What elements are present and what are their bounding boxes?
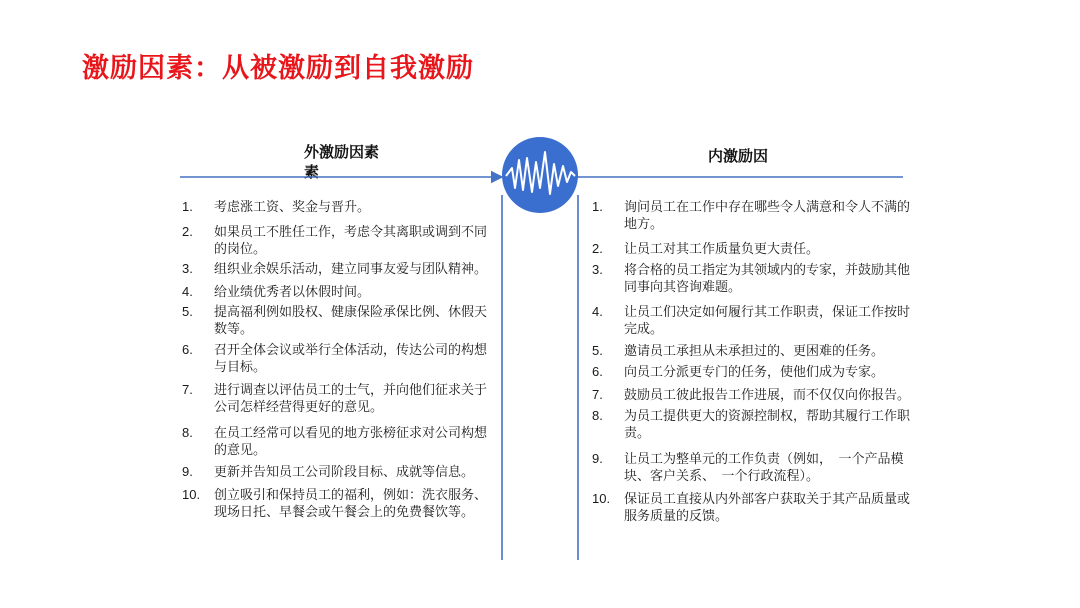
item-number: 1.	[592, 199, 603, 214]
item-text: 邀请员工承担从未承担过的、更困难的任务。	[624, 343, 885, 358]
item-number: 4.	[182, 284, 193, 299]
item-text: 更新并告知员工公司阶段目标、成就等信息。	[214, 464, 475, 479]
item-number: 6.	[182, 342, 193, 357]
item-number: 7.	[592, 387, 603, 402]
item-text: 创立吸引和保持员工的福利，例如：洗衣服务、现场日托、早餐会或午餐会上的免费餐饮等。	[214, 487, 488, 519]
item-number: 9.	[592, 451, 603, 466]
item-text: 向员工分派更专门的任务，使他们成为专家。	[624, 364, 885, 379]
left-list-item	[182, 381, 492, 415]
item-number: 2.	[592, 241, 603, 256]
right-list-item	[592, 363, 912, 380]
right-list-item	[592, 386, 912, 403]
item-text: 组织业余娱乐活动，建立同事友爱与团队精神。	[214, 261, 488, 276]
left-list-item	[182, 198, 492, 215]
item-number: 2.	[182, 224, 193, 239]
left-list-item	[182, 424, 492, 458]
left-column-heading: 外激励因素素	[304, 144, 380, 181]
item-number: 9.	[182, 464, 193, 479]
left-list-item	[182, 283, 492, 300]
item-number: 10.	[592, 491, 611, 506]
item-number: 5.	[592, 343, 603, 358]
right-list-item	[592, 261, 912, 295]
item-text: 让员工们决定如何履行其工作职责，保证工作按时完成。	[624, 304, 911, 336]
item-text: 鼓励员工彼此报告工作进展，而不仅仅向你报告。	[624, 387, 911, 402]
item-text: 将合格的员工指定为其领域内的专家，并鼓励其他同事向其咨询难题。	[624, 262, 911, 294]
page-title: 激励因素：从被激励到自我激励	[82, 53, 474, 83]
item-number: 7.	[182, 382, 193, 397]
right-list-item	[592, 490, 912, 524]
item-number: 8.	[182, 425, 193, 440]
item-number: 10.	[182, 487, 201, 502]
item-number: 3.	[592, 262, 603, 277]
left-list-item	[182, 486, 492, 520]
item-number: 1.	[182, 199, 193, 214]
item-text: 让员工为整单元的工作负责（例如， 一个产品模块、客户关系、 一个行政流程）。	[624, 451, 904, 483]
right-list-item	[592, 342, 912, 359]
item-text: 询问员工在工作中存在哪些令人满意和令人不满的地方。	[624, 199, 911, 231]
item-number: 5.	[182, 304, 193, 319]
item-text: 保证员工直接从内外部客户获取关于其产品质量或服务质量的反馈。	[624, 491, 911, 523]
right-list-item	[592, 407, 912, 441]
item-text: 考虑涨工资、奖金与晋升。	[214, 199, 371, 214]
right-list-item	[592, 450, 912, 484]
left-list-item	[182, 463, 492, 480]
left-list-item	[182, 303, 492, 337]
right-list-item	[592, 303, 912, 337]
item-text: 给业绩优秀者以休假时间。	[214, 284, 371, 299]
left-list-item	[182, 223, 492, 257]
item-number: 8.	[592, 408, 603, 423]
right-list-item	[592, 198, 912, 232]
item-text: 召开全体会议或举行全体活动，传达公司的构想与目标。	[214, 342, 488, 374]
item-number: 4.	[592, 304, 603, 319]
item-text: 让员工对其工作质量负更大责任。	[624, 241, 820, 256]
item-number: 6.	[592, 364, 603, 379]
external-factors-list	[182, 198, 492, 520]
item-text: 为员工提供更大的资源控制权，帮助其履行工作职责。	[624, 408, 911, 440]
item-number: 3.	[182, 261, 193, 276]
item-text: 进行调查以评估员工的士气，并向他们征求关于公司怎样经营得更好的意见。	[214, 382, 488, 414]
item-text: 如果员工不胜任工作，考虑令其离职或调到不同的岗位。	[214, 224, 488, 256]
item-text: 提高福利例如股权、健康保险承保比例、休假天数等。	[214, 304, 488, 336]
item-text: 在员工经常可以看见的地方张榜征求对公司构想的意见。	[214, 425, 488, 457]
internal-factors-list	[592, 198, 912, 524]
right-list-item	[592, 240, 912, 257]
left-list-item	[182, 341, 492, 375]
left-list-item	[182, 260, 492, 277]
right-column-heading: 内激励因	[708, 148, 769, 165]
